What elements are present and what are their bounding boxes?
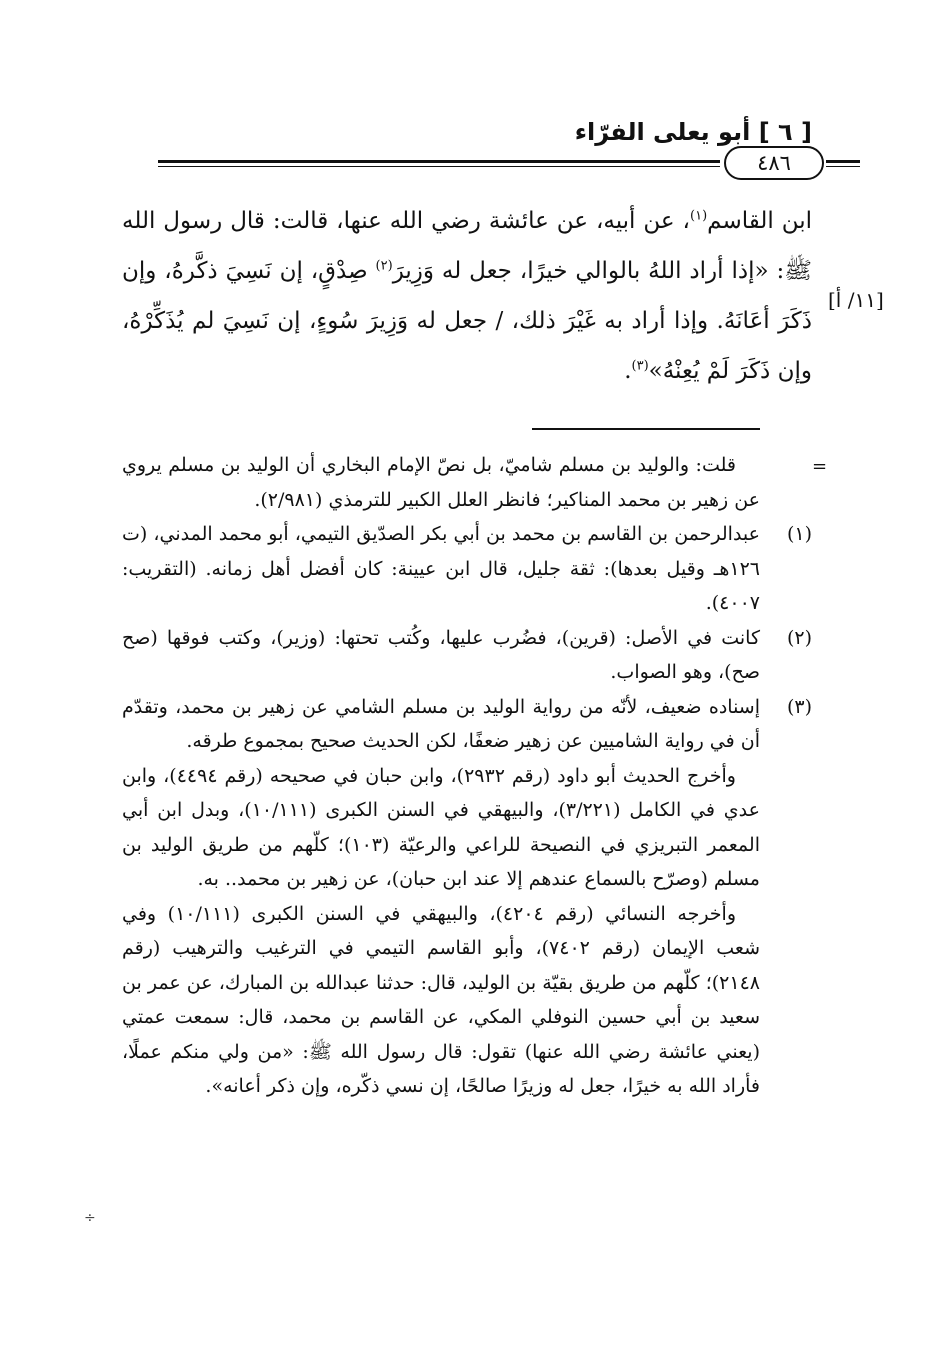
main-text xyxy=(122,196,812,396)
continuation-mark: = xyxy=(812,456,828,477)
footnote-paragraph: إسناده ضعيف، لأنّه من رواية الوليد بن مسلم الشامي عن زهير بن محمد، وتقدّم أن في رواية الشاميين عن زهير ضعفًا، لكن الحديث صحيح بمجموع طرقه. xyxy=(122,695,760,752)
page-number: ٤٨٦ xyxy=(724,146,824,180)
footnote-number: (٢) xyxy=(786,626,812,649)
footnote-3 xyxy=(122,690,812,1104)
margin-tick: ÷ xyxy=(84,1210,96,1226)
footnote-number: (١) xyxy=(786,523,812,545)
footnote-text: عبدالرحمن بن القاسم بن محمد بن أبي بكر الصدّيق التيمي، أبو محمد المدني، (ت ١٢٦هـ وقيل بعدها): ثقة جليل، قال ابن عيينة: كان أفضل أهل زمانه. (التقريب: ٤٠٠٧). xyxy=(122,523,760,614)
footnote-carry-over xyxy=(122,448,812,517)
footnotes xyxy=(122,448,812,1104)
footnote-text: قلت: والوليد بن مسلم شاميّ، بل نصّ الإمام البخاري أن الوليد بن مسلم يروي عن زهير بن محمد المناكير؛ فانظر العلل الكبير للترمذي (٢/٩٨١). xyxy=(122,454,760,511)
running-title: [ ٦ ] أبو يعلى الفرّاء xyxy=(574,118,812,146)
footnote-number: (٣) xyxy=(786,695,812,718)
footnote-1 xyxy=(122,517,812,621)
footnote-number xyxy=(760,448,812,517)
footnote-separator xyxy=(532,428,760,430)
margin-folio-note: [١١/ أ] xyxy=(828,288,884,312)
header-rule xyxy=(158,160,720,167)
footnote-text: كانت في الأصل: (قرين)، فضُرب عليها، وكُتب تحتها: (وزير)، وكتب فوقها (صح صح)، وهو الصواب. xyxy=(122,626,760,683)
footnote-paragraph: وأخرجه النسائي (رقم ٤٢٠٤)، والبيهقي في السنن الكبرى (١٠/١١١) وفي شعب الإيمان (رقم ٧٤٠٢)، وأبو القاسم التيمي في الترغيب والترهيب (رقم ٢١٤٨)؛ كلّهم من طريق بقيّة بن الوليد، قال: حدثنا عبدالله بن المبارك، عن عمر بن سعيد بن أبي حسين النوفلي المكي، عن القاسم بن محمد، قال: سمعت عمتي (يعني عائشة رضي الله عنها) تقول: قال رسول الله ﷺ: «من ولي منكم عملًا، فأراد الله به خيرًا، جعل له وزيرًا صالحًا، إن نسي ذكّره، وإن ذكر أعانه». xyxy=(122,902,760,1097)
main-paragraph: ابن القاسم$^{(١)}$، عن أبيه، عن عائشة رضي الله عنها، قالت: قال رسول الله ﷺ: «إذا أراد اللهُ بالوالي خيرًا، جعل له وَزِيرَ$^{(٢)}$ صِدْقٍ، إن نَسِيَ ذكَّرهُ، وإن ذَكَرَ أعَانَهُ. وإذا أراد به غَيْرَ ذلك، / جعل له وَزِيرَ سُوءٍ، إن نَسِيَ لم يُذَكِّرْهُ، وإن ذَكَرَ لَمْ يُعِنْهُ»$^{(٣)}$. xyxy=(122,208,813,384)
footnote-paragraph: وأخرج الحديث أبو داود (رقم ٢٩٣٢)، وابن حبان في صحيحه (رقم ٤٤٩٤)، وابن عدي في الكامل (٣/٢٢١)، والبيهقي في السنن الكبرى (١٠/١١١)، وبدل ابن أبي المعمر التبريزي في النصيحة للراعي والرعيّة (١٠٣)؛ كلّهم من طريق الوليد بن مسلم (وصرّح بالسماع عندهم إلا عند ابن حبان)، عن زهير بن محمد.. به. xyxy=(122,764,760,890)
footnote-2 xyxy=(122,621,812,690)
header-rule-short xyxy=(826,160,860,167)
